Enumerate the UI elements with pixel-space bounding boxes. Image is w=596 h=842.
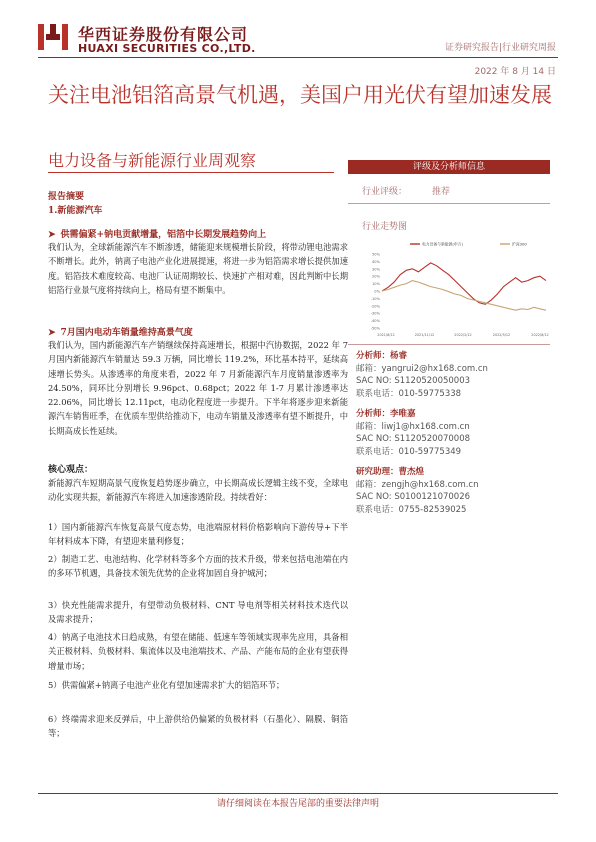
analyst-name: 分析师：李唯嘉 [356, 409, 416, 419]
y-tick-label: -10% [370, 296, 380, 301]
list-item: 1）国内新能源汽车恢复高景气度态势，电池端原材料价格影响向下游传导+下半年材料成本下降，有望迎来量利修复； [48, 522, 348, 547]
list-item: 4）钠离子电池技术日趋成熟，有望在储能、低速车等领域实现率先应用，具备相关正极材料、负极材料、集流体以及电池端技术、产品、产能布局的企业有望获得增量市场； [48, 632, 348, 671]
x-tick-label: 2021/11/12 [414, 333, 435, 337]
x-tick-label: 2022/5/12 [492, 333, 511, 337]
report-date: 2022 年 8 月 14 日 [474, 67, 556, 77]
analyst-name: 研究助理：曹杰煌 [356, 467, 425, 477]
list-item: 6）终端需求迎来反弹后，中上游供给仍偏紧的负极材料（石墨化）、隔膜、铜箔等； [48, 714, 348, 739]
core-view-heading: 核心观点： [48, 465, 94, 475]
y-tick-label: 10% [372, 282, 380, 287]
bullet-ev-sales: ➤ 7月国内电动车销量维持高景气度 [48, 328, 193, 338]
arrow-icon: ➤ [48, 328, 56, 338]
y-tick-label: -40% [370, 319, 380, 324]
company-name-en: HUAXI SECURITIES CO.,LTD. [78, 42, 256, 55]
header-divider [38, 57, 558, 58]
analyst-block [356, 350, 552, 400]
x-tick-label: 2022/2/12 [454, 333, 472, 337]
sidebar-divider [348, 344, 550, 345]
analyst-sac: SAC NO: S1120520050003 [356, 376, 471, 386]
list-item: 5）供需偏紧+钠离子电池产业化有望加速需求扩大的铝箔环节； [48, 680, 285, 690]
arrow-icon: ➤ [48, 230, 56, 240]
report-subtitle: 电力设备与新能源行业周观察 [48, 151, 257, 170]
list-item: 2）制造工艺、电池结构、化学材料等多个方面的技术升级，带来包括电池端在内的多环节机遇，具备技术领先优势的企业将加固自身护城河； [48, 554, 348, 579]
analyst-sac: SAC NO: S0100121070026 [356, 492, 471, 502]
analyst-block [356, 466, 552, 516]
y-tick-label: -20% [370, 304, 380, 309]
footer-divider [38, 793, 558, 794]
sidebar-divider [348, 203, 550, 204]
legend-label: 沪深300 [512, 241, 527, 247]
report-type: 证券研究报告|行业研究周报 [444, 43, 556, 53]
bullet-aluminum-foil: ➤ 供需偏紧+钠电贡献增量，铝箔中长期发展趋势向上 [48, 230, 267, 240]
industry-trend-chart [360, 232, 550, 340]
rating-value: 推荐 [432, 187, 451, 197]
y-tick-label: 30% [372, 267, 380, 272]
y-tick-label: 40% [372, 259, 380, 264]
rating-label: 行业评级： [362, 187, 408, 197]
analyst-email: 邮箱：zengjh@hx168.com.cn [356, 479, 479, 490]
rating-info-header: 评级及分析师信息 [348, 160, 550, 174]
analyst-sac: SAC NO: S1120520070008 [356, 434, 471, 444]
analyst-email: 邮箱：yangrui2@hx168.com.cn [356, 363, 488, 374]
company-name-cn: 华西证券股份有限公司 [78, 25, 249, 44]
paragraph-aluminum-foil: 我们认为，全球新能源汽车不断渗透，储能迎来规模增长阶段，将带动锂电池需求不断增长。此外，钠离子电池产业化进展提速，将进一步为铝箔需求增长提供加速度。铝箔技术难度较高、电池厂认证周期较长、快速扩产相对难，因此判断中长期铝箔行业景气度将持续向上，格局有望不断集中。 [48, 242, 348, 295]
legend-label: 电力设备与新能源(申万) [422, 241, 463, 247]
huaxi-logo-icon [38, 22, 68, 52]
list-item: 3）快充性能需求提升，有望带动负极材料、CNT 导电剂等相关材料技术迭代以及需求提升； [48, 600, 348, 625]
x-tick-label: 2021/8/12 [377, 333, 395, 337]
y-tick-label: -30% [370, 311, 380, 316]
y-tick-label: -50% [370, 326, 380, 331]
paragraph-ev-sales: 我们认为，国内新能源汽车产销继续保持高速增长，根据中汽协数据，2022 年 7 月国内新能源汽车销量达 59.3 万辆，同比增长 119.2%，环比基本持平，延续高速增长势头。从渗透率的角度来看，2022 年 7 月新能源汽车月度销量渗透率为 24.50%，同环比分别增长 9.96pct、0.68pct；2022 年 1-7 月累计渗透率达 22.06%，同比增长 12.11pct，电动化程度进一步提升。下半年将逐步迎来新能源汽车销售旺季，在优质车型供给推动下，电动车销量及渗透率有望不断提升，中长期高成长性延续。 [48, 340, 348, 436]
y-tick-label: 50% [372, 252, 380, 257]
legal-notice: 请仔细阅读在本报告尾部的重要法律声明 [216, 799, 379, 809]
summary-label: 报告摘要 [48, 192, 85, 202]
analyst-block [356, 408, 552, 458]
subtitle-divider [48, 172, 334, 173]
x-tick-label: 2022/8/12 [531, 333, 549, 337]
section-new-energy-vehicles: 1.新能源汽车 [48, 206, 103, 216]
analyst-phone: 联系电话：0755-82539025 [356, 504, 467, 515]
analyst-phone: 联系电话：010-59775349 [356, 446, 462, 457]
analyst-name: 分析师：杨睿 [356, 351, 408, 361]
trend-chart-label: 行业走势图 [362, 222, 408, 232]
report-title: 关注电池铝箔高景气机遇，美国户用光伏有望加速发展 [48, 83, 552, 107]
y-tick-label: 20% [372, 274, 380, 279]
paragraph-core-view: 新能源汽车短期高景气度恢复趋势逐步确立，中长期高成长逻辑主线不变，全球电动化实现共振，新能源汽车将进入加速渗透阶段。持续看好： [48, 478, 348, 503]
analyst-email: 邮箱：liwj1@hx168.com.cn [356, 421, 470, 432]
analyst-phone: 联系电话：010-59775338 [356, 388, 462, 399]
y-tick-label: 0% [374, 289, 380, 294]
series-line [382, 281, 546, 311]
